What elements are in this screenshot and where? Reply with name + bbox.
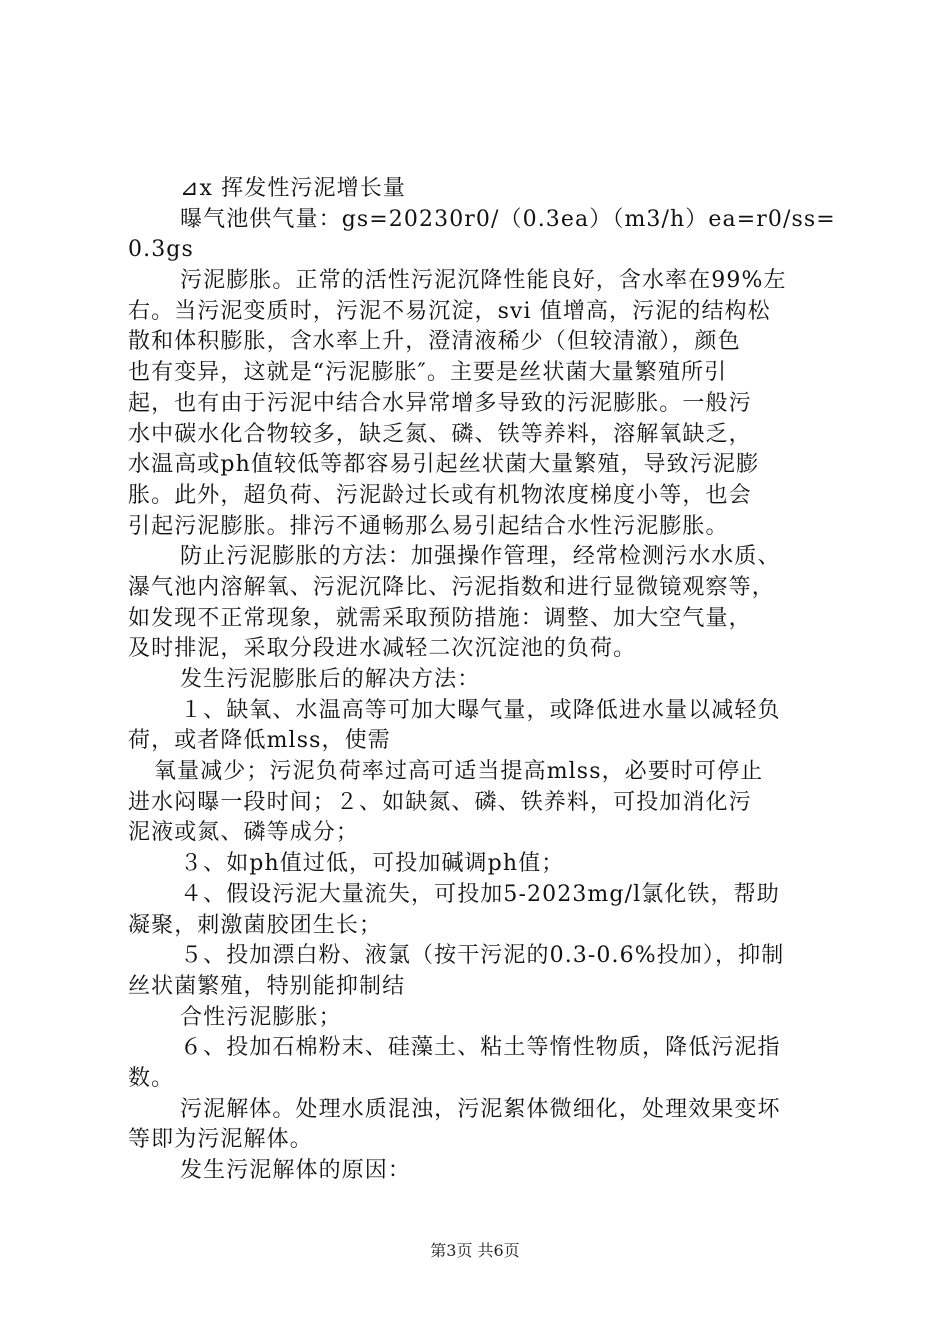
text-line: 也有变异，这就是“污泥膨胀″。主要是丝状菌大量繁殖所引	[128, 360, 728, 386]
text-line: １、缺氧、水温高等可加大曝气量，或降低进水量以减轻负	[180, 697, 781, 723]
text-line: 污泥膨胀。正常的活性污泥沉降性能良好，含水率在99%左	[180, 268, 787, 294]
text-line: 右。当污泥变质时，污泥不易沉淀，svi 值增高，污泥的结构松	[128, 298, 771, 324]
text-line: 丝状菌繁殖，特别能抑制结	[128, 973, 406, 999]
text-line: 数。	[128, 1065, 175, 1091]
text-line: ５、投加漂白粉、液氯（按干污泥的0.3-0.6%投加），抑制	[180, 943, 785, 969]
text-line: 瀑气池内溶解氧、污泥沉降比、污泥指数和进行显微镜观察等，	[128, 574, 775, 600]
text-line: 起，也有由于污泥中结合水异常增多导致的污泥膨胀。一般污	[128, 390, 752, 416]
text-line: 泥液或氮、磷等成分；	[128, 820, 360, 846]
page-footer: 第3页 共6页	[430, 1241, 520, 1260]
text-line: 胀。此外，超负荷、污泥龄过长或有机物浓度梯度小等，也会	[128, 482, 752, 508]
text-line: 防止污泥膨胀的方法：加强操作管理，经常检测污水水质、	[180, 544, 781, 570]
text-line: 发生污泥解体的原因：	[180, 1158, 412, 1183]
text-line: 曝气池供气量：gs=20230r0/（0.3ea）（m3/h）ea=r0/ss=	[180, 206, 836, 232]
text-line: 散和体积膨胀，含水率上升，澄清液稀少（但较清澈），颜色	[128, 329, 741, 355]
text-line: ３、如ph值过低，可投加碱调ph值；	[180, 851, 565, 877]
text-line: 等即为污泥解体。	[128, 1127, 313, 1153]
text-line: 水中碳水化合物较多，缺乏氮、磷、铁等养料，溶解氧缺乏，	[128, 421, 752, 447]
text-line: 荷，或者降低mlss，使需	[128, 728, 391, 754]
text-line: 合性污泥膨胀；	[180, 1004, 342, 1030]
text-line: ⊿x 挥发性污泥增长量	[180, 176, 406, 201]
text-line: 0.3gs	[128, 237, 194, 263]
text-line: 氧量减少；污泥负荷率过高可适当提高mlss，必要时可停止	[154, 759, 764, 785]
text-line: 引起污泥膨胀。排污不通畅那么易引起结合水性污泥膨胀。	[128, 513, 729, 539]
text-line: 发生污泥膨胀后的解决方法：	[180, 667, 481, 692]
text-line: 如发现不正常现象，就需采取预防措施：调整、加大空气量，	[128, 605, 752, 631]
document-body	[128, 174, 840, 1187]
text-line: ６、投加石棉粉末、硅藻土、粘土等惰性物质，降低污泥指	[180, 1035, 781, 1061]
text-line: 及时排泥，采取分段进水减轻二次沉淀池的负荷。	[128, 636, 637, 662]
text-line: 污泥解体。处理水质混浊，污泥絮体微细化，处理效果变坏	[180, 1096, 781, 1122]
text-line: 水温高或ph值较低等都容易引起丝状菌大量繁殖，导致污泥膨	[128, 452, 760, 478]
text-line: 凝聚，刺激菌胶团生长；	[128, 912, 383, 938]
text-line: 进水闷曝一段时间；２、如缺氮、磷、铁养料，可投加消化污	[128, 789, 752, 815]
text-line: ４、假设污泥大量流失，可投加5-2023mg/l氯化铁，帮助	[180, 881, 780, 907]
